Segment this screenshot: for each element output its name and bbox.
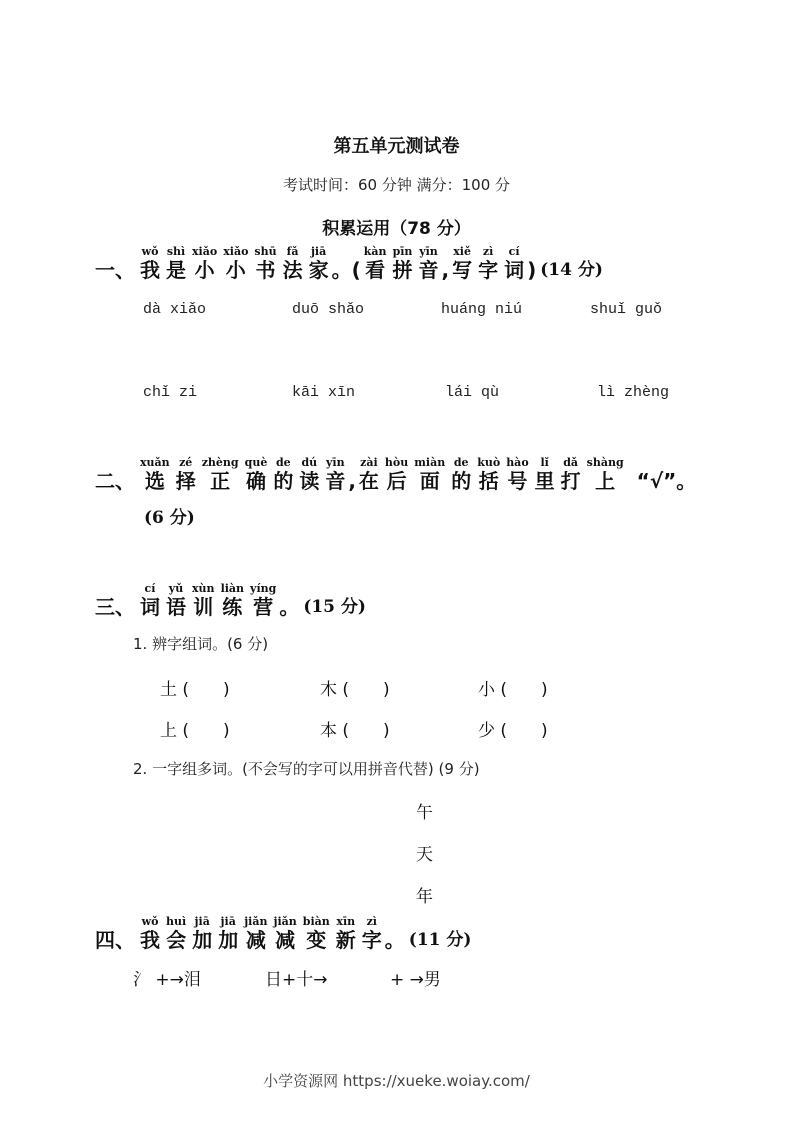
question-number: 四、 [95,928,135,952]
score: (14 分) [540,260,603,280]
ruby-character [245,457,268,493]
hanzi: 语 [166,595,186,619]
hanzi: 音 [418,258,439,282]
ruby-character [336,916,356,952]
ruby-character [561,457,581,493]
ruby-character [414,457,445,493]
character: 小 [478,680,495,700]
pinyin: hòu [384,456,409,469]
hanzi: 写 [452,258,473,282]
word-group-cell [478,675,562,700]
pinyin: de [453,456,469,469]
pinyin: zì [366,915,377,928]
ruby-character [385,457,408,493]
ruby-character [309,246,329,282]
subquestion-1-label: 1. 辨字组词。(6 分) [133,635,269,653]
pinyin: yīn [326,456,345,469]
ruby-character [451,457,471,493]
hanzi: 词 [140,595,160,619]
ruby-character [477,457,500,493]
answer-blank[interactable]: ( ) [500,721,548,741]
hanzi: 字 [478,258,499,282]
ruby-character [299,457,319,493]
hanzi: 号 [507,469,528,493]
character: 土 [160,680,177,700]
score: (6 分) [144,508,195,528]
ruby-character [192,246,217,282]
ruby-character [223,246,248,282]
subquestion-2-label: 2. 一字组多词。(不会写的字可以用拼音代替) (9 分) [133,760,480,778]
pinyin-word: chǐ zi [143,384,198,401]
hanzi: 小 [194,258,215,282]
formula: 氵 +→泪 [133,970,201,990]
pinyin: xiǎo [192,245,218,258]
hanzi: 选 [144,469,165,493]
hanzi: 的 [273,469,294,493]
pinyin: zài [360,456,378,469]
punctuation: 。( [331,258,361,282]
hanzi: 看 [365,258,386,282]
hanzi: 训 [193,595,214,619]
pinyin: jiā [220,915,236,928]
pinyin: xuǎn [140,456,170,469]
answer-blank[interactable]: ( ) [342,680,390,700]
character: 上 [160,721,177,741]
pinyin: lǐ [540,456,549,469]
question-3-heading [95,583,366,619]
ruby-character [176,457,196,493]
ruby-character [393,246,413,282]
pinyin: shì [166,245,186,258]
ruby-group [449,246,527,282]
question-1-heading [95,246,603,282]
ruby-character [419,246,439,282]
hanzi: 加 [192,928,213,952]
pinyin: cí [508,245,520,258]
pinyin-word: huáng niú [441,301,523,318]
ruby-character [244,916,267,952]
pinyin: xùn [192,582,215,595]
ruby-character [452,246,472,282]
score: (15 分) [303,597,366,617]
hanzi: 是 [166,258,186,282]
ruby-character [273,916,296,952]
page-title: 第五单元测试卷 [333,136,460,157]
hanzi: 确 [245,469,266,493]
formula: 日+十→ [265,970,328,990]
ruby-group [137,457,348,493]
hanzi: 会 [166,928,187,952]
hanzi: 小 [225,258,246,282]
hanzi: 我 [140,928,160,952]
hanzi: 拼 [392,258,413,282]
hanzi: 的 [451,469,472,493]
hanzi: 减 [275,928,296,952]
pinyin: xiě [453,245,471,258]
punctuation: 。 [279,595,300,619]
hanzi: 括 [478,469,499,493]
pinyin: yīn [419,245,438,258]
ruby-group [137,246,332,282]
pinyin: zé [179,456,193,469]
pinyin: jiǎn [273,915,297,928]
ruby-character [506,457,528,493]
multi-word-character: 午 [416,803,433,823]
pinyin-word: lái qù [445,384,500,401]
pinyin: què [244,456,268,469]
pinyin: pīn [392,245,413,258]
ruby-group [137,916,385,952]
answer-blank[interactable]: ( ) [182,721,230,741]
ruby-character [140,457,170,493]
ruby-character [166,916,186,952]
pinyin: shū [254,245,277,258]
pinyin: xīn [336,915,356,928]
pinyin: hào [506,456,529,469]
pinyin: de [275,456,291,469]
pinyin: biàn [302,915,330,928]
ruby-group [361,246,442,282]
punctuation: ) [527,258,537,282]
pinyin: zhèng [201,456,239,469]
pinyin: dú [301,456,318,469]
hanzi: 减 [245,928,266,952]
hanzi: 上 [595,469,616,493]
pinyin-word: kāi xīn [292,384,356,401]
hanzi: 择 [175,469,196,493]
punctuation: , [441,258,450,282]
pinyin: wǒ [141,245,159,258]
ruby-character [166,583,186,619]
hanzi: 新 [335,928,356,952]
pinyin: miàn [414,456,446,469]
ruby-character [140,583,160,619]
ruby-character [325,457,345,493]
hanzi: 正 [210,469,231,493]
ruby-character [140,916,160,952]
pinyin: zì [482,245,494,258]
punctuation: “√”。 [636,469,697,493]
pinyin: kuò [477,456,501,469]
character: 少 [478,721,495,741]
score: (11 分) [408,930,472,950]
pinyin: yǔ [168,582,184,595]
ruby-character [587,457,624,493]
pinyin: kàn [363,245,387,258]
ruby-character [166,246,186,282]
pinyin: fǎ [286,245,299,258]
word-group-cell [320,716,404,741]
ruby-group [137,583,279,619]
hanzi: 读 [299,469,320,493]
pinyin-word: dà xiǎo [143,301,207,318]
answer-blank[interactable]: ( ) [342,721,390,741]
hanzi: 词 [504,258,525,282]
pinyin: cí [144,582,156,595]
pinyin-word: shuǐ guǒ [590,301,663,318]
hanzi: 我 [140,258,160,282]
question-number: 二、 [95,469,135,493]
character: 本 [320,721,337,741]
character: 木 [320,680,337,700]
ruby-group [356,457,627,493]
ruby-character [478,246,498,282]
word-group-cell [160,675,244,700]
pinyin: shàng [586,456,624,469]
ruby-character [250,583,276,619]
pinyin: huì [166,915,187,928]
hanzi: 加 [218,928,239,952]
hanzi: 在 [358,469,379,493]
ruby-character [283,246,303,282]
pinyin: jiǎn [244,915,268,928]
footer-watermark: 小学资源网 https://xueke.woiay.com/ [263,1072,530,1090]
multi-word-character: 年 [416,887,433,907]
pinyin: dǎ [563,456,579,469]
multi-word-character: 天 [416,845,433,865]
hanzi: 书 [255,258,276,282]
ruby-character [140,246,160,282]
pinyin: xiǎo [223,245,249,258]
hanzi: 字 [361,928,382,952]
hanzi: 音 [325,469,346,493]
hanzi: 打 [560,469,581,493]
hanzi: 家 [308,258,329,282]
word-group-cell [478,716,562,741]
hanzi: 营 [253,595,274,619]
ruby-character [504,246,524,282]
ruby-character [254,246,276,282]
word-group-cell [320,675,404,700]
ruby-character [192,916,212,952]
formula: + →男 [390,970,441,990]
answer-blank[interactable]: ( ) [500,680,548,700]
ruby-character [535,457,555,493]
ruby-character [364,246,387,282]
word-group-cell [160,716,244,741]
hanzi: 练 [222,595,243,619]
ruby-character [303,916,330,952]
pinyin: jiā [310,245,327,258]
pinyin: yíng [250,582,277,595]
exam-meta: 考试时间：60 分钟 满分：100 分 [282,176,511,194]
hanzi: 里 [534,469,555,493]
ruby-character [221,583,244,619]
hanzi: 后 [386,469,407,493]
question-2-heading [95,457,696,493]
ruby-character [192,583,215,619]
answer-blank[interactable]: ( ) [182,680,230,700]
ruby-character [218,916,238,952]
question-number: 一、 [95,258,135,282]
punctuation: , [348,469,356,493]
hanzi: 法 [282,258,303,282]
ruby-character [273,457,293,493]
pinyin: wǒ [141,915,159,928]
question-4-heading [95,916,471,952]
pinyin-word: lì zhèng [597,384,670,401]
ruby-character [359,457,379,493]
question-number: 三、 [95,595,135,619]
pinyin-word: duō shǎo [292,301,365,318]
hanzi: 变 [306,928,327,952]
hanzi: 面 [419,469,440,493]
ruby-character [362,916,382,952]
ruby-character [202,457,239,493]
punctuation: 。 [384,928,405,952]
pinyin: jiā [194,915,210,928]
section-heading: 积累运用（78 分） [322,219,471,239]
pinyin: liàn [220,582,245,595]
